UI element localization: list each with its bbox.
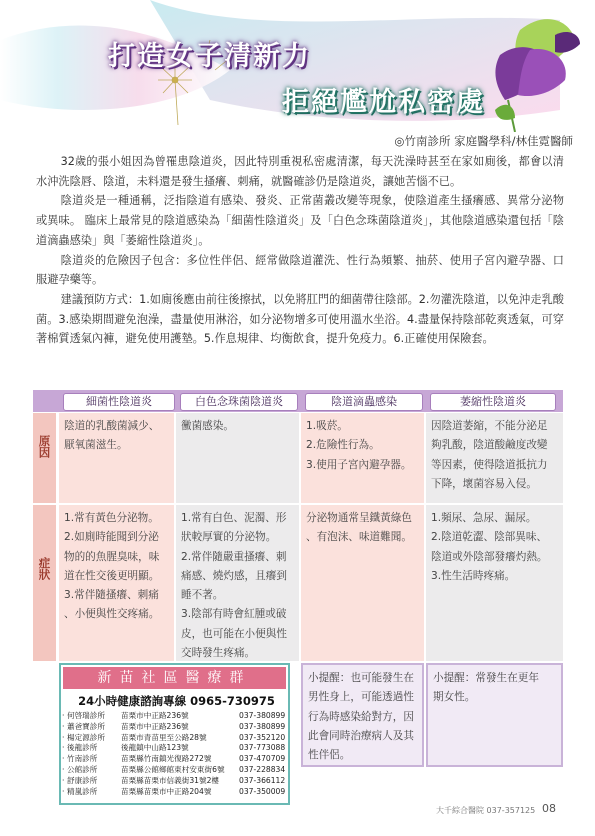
cell-line: 2.陰道乾澀、陰部異味、 xyxy=(431,531,548,544)
article-body xyxy=(36,152,564,349)
cell-line: 1.吸菸。 xyxy=(306,420,348,432)
bullet-icon: · xyxy=(62,743,65,753)
clinic-row xyxy=(62,786,287,798)
clinic-address: 後龍鎮中山路123號 xyxy=(121,743,189,753)
table-header-row xyxy=(33,390,563,412)
paragraph: 陰道炎的危險因子包含：多位性伴侶、經常做陰道灌洗、性行為頻繁、抽菸、使用子宮內避孕器、口服避孕藥等。 xyxy=(36,253,564,287)
clinic-name: 何啓瑞診所 xyxy=(67,711,105,720)
health-hotline: 24小時健康諮詢專線 0965-730975 xyxy=(78,694,275,708)
cell-line: 夠乳酸，陰道酸鹼度改變 xyxy=(431,439,548,452)
cell-line: 2.常伴隨嚴重搔癢、刺 xyxy=(181,550,287,563)
paragraph: 陰道炎是一種通稱，泛指陰道有感染、發炎、正常菌叢改變等現象，使陰道產生搔癢感、異常分泌物或異味。 臨床上最常見的陰道感染為「細菌性陰道炎」及「白色念珠菌陰道炎」，其他陰道感染還包括「陰道滴蟲感染」與「萎縮性陰道炎」。 xyxy=(36,194,564,247)
footer-hospital-info: 大千綜合醫院 037-357125 xyxy=(436,806,536,815)
bullet-icon: · xyxy=(62,721,65,731)
cell-line: 1.常有黃色分泌物。 xyxy=(64,512,159,524)
clinic-address: 苗栗市青苗里至公路28號 xyxy=(121,732,207,742)
cell-line: 1.常有白色、泥濁、形 xyxy=(181,512,287,524)
symptom-cell-bacterial xyxy=(59,505,174,661)
cell-line: 道在性交後更明顯。 xyxy=(64,569,160,582)
clinic-phone: 037-352120 xyxy=(239,732,286,742)
cause-cell-bacterial xyxy=(59,413,174,503)
author-byline: ◎竹南診所 家庭醫學科/林佳霓醫師 xyxy=(394,134,573,148)
page-number: 08 xyxy=(542,802,556,815)
clinic-row xyxy=(62,721,287,733)
clinic-name: 公館診所 xyxy=(67,764,98,774)
column-header: 陰道滴蟲感染 xyxy=(305,393,423,411)
bullet-icon: · xyxy=(62,764,65,774)
cell-line: 行為時感染給對方，因 xyxy=(308,710,414,723)
clinic-phone: 037-470709 xyxy=(239,754,286,764)
clinic-phone: 037-350009 xyxy=(239,786,286,796)
cell-line: 3.陰部有時會紅腫或破 xyxy=(181,608,287,621)
cell-line: 分泌物通常呈鐵黃綠色 xyxy=(306,512,412,524)
cell-line: 狀較厚實的分泌物。 xyxy=(181,531,277,544)
clinic-address: 苗栗縣苗栗市中正路204號 xyxy=(121,786,212,796)
clinic-name: 竹南診所 xyxy=(67,754,98,764)
cell-line: 痛感、燒灼感，且癢到 xyxy=(181,569,287,582)
clinic-address: 苗栗縣竹南鎮光復路272號 xyxy=(121,754,212,764)
cell-line: 3.使用子宮內避孕器。 xyxy=(306,458,412,471)
row-label-text: 原因 xyxy=(37,435,52,458)
clinic-address: 苗栗縣公館鄉館東村安東街6號 xyxy=(121,764,225,774)
clinic-address: 苗栗市中正路236號 xyxy=(121,711,189,720)
cell-line: 男性身上，可能透過性 xyxy=(308,691,414,704)
cell-line: 2.如廁時能聞到分泌 xyxy=(64,531,159,544)
cell-line: 3.性生活時疼痛。 xyxy=(431,569,516,582)
clinic-phone: 037-228834 xyxy=(239,764,286,774)
bullet-icon: · xyxy=(62,775,65,785)
clinic-name: 楊定源診所 xyxy=(67,732,105,742)
cell-line: 厭氧菌滋生。 xyxy=(64,439,128,452)
cell-line: 交時發生疼痛。 xyxy=(181,647,256,660)
clinic-address: 苗栗縣苗栗市信義街31號2樓 xyxy=(121,775,220,785)
clinic-address: 苗栗市中正路236號 xyxy=(121,721,189,731)
cell-line: 、有泡沫、味道難聞。 xyxy=(306,531,412,544)
column-header: 細菌性陰道炎 xyxy=(63,393,175,411)
bullet-icon: · xyxy=(62,711,65,720)
header-banner xyxy=(0,0,595,132)
cell-line: 睡不著。 xyxy=(181,589,224,602)
clinic-name: 舒康診所 xyxy=(67,775,98,785)
cell-line: 小提醒：也可能發生在 xyxy=(308,672,414,684)
cause-cell-atrophic xyxy=(426,413,563,503)
cell-line: 3.常伴隨搔癢、刺痛 xyxy=(64,589,159,602)
cell-line: 2.危險性行為。 xyxy=(306,439,380,452)
clinic-phone: 037-380899 xyxy=(239,721,286,731)
clinic-network-title: 新苗社區醫療群 xyxy=(63,667,286,689)
bullet-icon: · xyxy=(62,732,65,742)
clinic-list xyxy=(62,711,287,797)
cell-line: 陰道或外陰部發癢灼熱。 xyxy=(431,550,548,563)
row-label-symptom xyxy=(33,505,56,661)
cell-line: 性伴侶。 xyxy=(308,749,351,762)
cell-line: 下降，壞菌容易入侵。 xyxy=(431,477,537,490)
symptom-cell-atrophic xyxy=(426,505,563,661)
clinic-row xyxy=(62,764,287,776)
cell-line: 小提醒：常發生在更年 xyxy=(433,672,539,684)
title-line-1: 打造女子清新力 xyxy=(108,41,311,72)
cause-cell-trichomonas xyxy=(301,413,424,503)
clinic-row xyxy=(62,775,287,787)
cell-line: 等因素，使得陰道抵抗力 xyxy=(431,458,548,471)
clinic-row xyxy=(62,743,287,754)
clinic-name: 精嵐診所 xyxy=(67,786,98,796)
cell-line: 因陰道萎縮，不能分泌足 xyxy=(431,420,548,432)
paragraph: 32歲的張小姐因為曾罹患陰道炎，因此特別重視私密處清潔，每天洗澡時甚至在家如廁後，都會以清水沖洗陰唇、陰道，未料還是發生搔癢、刺痛，就醫確診仍是陰道炎，讓她苦惱不已。 xyxy=(36,155,564,188)
cell-line: 期女性。 xyxy=(433,691,476,704)
cell-line: 陰道的乳酸菌減少、 xyxy=(64,420,160,432)
clinic-row xyxy=(62,754,287,765)
bullet-icon: · xyxy=(62,786,65,796)
cell-line: 、小便與性交疼痛。 xyxy=(64,608,160,621)
clinic-phone: 037-366112 xyxy=(239,775,286,785)
symptom-cell-trichomonas xyxy=(301,505,424,661)
bullet-icon: · xyxy=(62,754,65,764)
cause-cell-candida xyxy=(176,413,299,503)
cell-line: 此會同時治療病人及其 xyxy=(308,729,414,742)
reminder-box-atrophic xyxy=(426,663,563,767)
clinic-phone: 037-380899 xyxy=(239,711,286,720)
row-label-text: 症狀 xyxy=(37,557,52,580)
title-line-2: 拒絕尷尬私密處 xyxy=(282,87,485,118)
clinic-row xyxy=(62,711,287,722)
clinic-row xyxy=(62,732,287,744)
cell-line: 1.頻尿、急尿、漏尿。 xyxy=(431,512,537,524)
paragraph: 建議預防方式：1.如廁後應由前往後擦拭，以免將肛門的細菌帶往陰部。2.勿灌洗陰道，以免沖走乳酸菌。3.感染期間避免泡澡，盡量使用淋浴，如分泌物增多可使用溫水坐浴。4.盡量保持陰部乾爽透氣，可穿著棉質透氣內褲，避免使用護墊。5.作息規律、均衡飲食，提升免疫力。6.正確使用保險套。 xyxy=(36,292,564,346)
clinic-name: 蕭爸寶診所 xyxy=(67,721,105,731)
column-header: 白色念珠菌陰道炎 xyxy=(180,393,298,411)
symptom-cell-candida xyxy=(176,505,299,661)
clinic-name: 後龍診所 xyxy=(67,743,98,753)
cell-line: 物的的魚腥臭味，味 xyxy=(64,550,160,563)
clinic-network-box xyxy=(59,663,290,805)
cell-line: 黴菌感染。 xyxy=(181,420,234,432)
clinic-phone: 037-773088 xyxy=(239,743,286,753)
row-label-cause xyxy=(33,413,56,503)
cell-line: 皮，也可能在小便與性 xyxy=(181,627,287,640)
reminder-box-trichomonas xyxy=(301,663,424,767)
column-header: 萎縮性陰道炎 xyxy=(430,393,556,411)
